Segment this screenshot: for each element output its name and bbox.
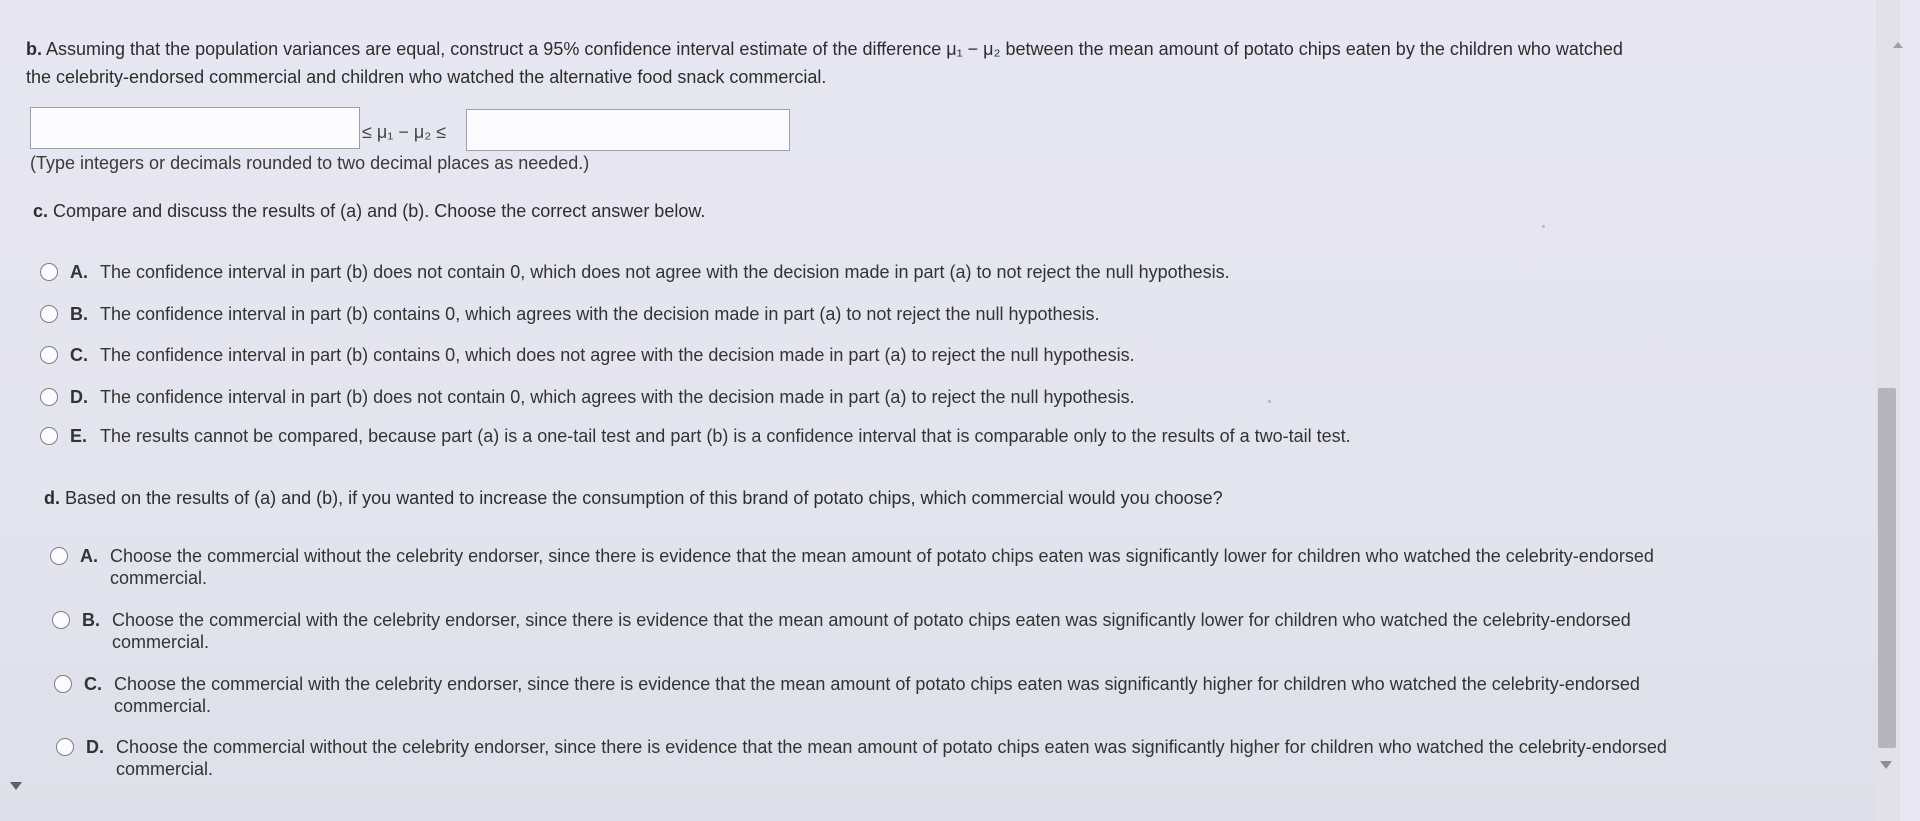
vertical-scrollbar-thumb[interactable]	[1878, 388, 1896, 748]
option-letter: B.	[82, 610, 100, 630]
part-c-option-d[interactable]	[40, 386, 1135, 408]
option-text-line1: Choose the commercial without the celebrity endorser, since there is evidence that the mean amount of potato chips eaten was significantly higher for children who watched the celebrity-endorsed	[116, 737, 1667, 757]
part-c-question: Compare and discuss the results of (a) and (b). Choose the correct answer below.	[53, 201, 706, 221]
radio-icon[interactable]	[56, 738, 74, 756]
part-d-question-line	[44, 487, 1223, 509]
part-b-text-line1: Assuming that the population variances are equal, construct a 95% confidence interval estimate of the difference μ₁ − μ₂ between the mean amount of potato chips eaten by the children who watched	[46, 39, 1623, 59]
expand-down-arrow-icon[interactable]	[10, 782, 22, 790]
part-b-label: b.	[26, 39, 42, 59]
option-letter: D.	[86, 737, 104, 757]
option-letter: B.	[70, 304, 88, 324]
option-text: The results cannot be compared, because part (a) is a one-tail test and part (b) is a confidence interval that is comparable only to the results of a two-tail test.	[100, 426, 1351, 446]
option-letter: C.	[70, 345, 88, 365]
option-text	[114, 673, 1640, 717]
option-text-line2: commercial.	[116, 759, 214, 779]
radio-icon[interactable]	[40, 427, 58, 445]
option-letter: A.	[80, 546, 98, 566]
ci-lower-input[interactable]	[30, 107, 360, 149]
option-text-line1: Choose the commercial with the celebrity endorser, since there is evidence that the mean amount of potato chips eaten was significantly lower for children who watched the celebrity-endorsed	[112, 610, 1631, 630]
part-c-option-c[interactable]	[40, 344, 1135, 366]
part-c-option-b[interactable]	[40, 303, 1100, 325]
part-d-option-b[interactable]	[52, 609, 1631, 653]
part-c-question-line	[33, 200, 705, 222]
ci-inequality-label: ≤ μ₁ − μ₂ ≤	[362, 122, 447, 142]
option-letter: E.	[70, 426, 88, 446]
radio-icon[interactable]	[52, 611, 70, 629]
option-text: The confidence interval in part (b) does not contain 0, which agrees with the decision made in part (a) to reject the null hypothesis.	[100, 387, 1135, 407]
option-text	[116, 736, 1667, 780]
part-d-option-c[interactable]	[54, 673, 1640, 717]
option-text	[112, 609, 1631, 653]
option-text-line2: commercial.	[112, 632, 210, 652]
part-b-hint: (Type integers or decimals rounded to two decimal places as needed.)	[30, 153, 590, 173]
dot-mark	[1268, 400, 1271, 403]
radio-icon[interactable]	[40, 263, 58, 281]
option-text-line2: commercial.	[114, 696, 212, 716]
option-letter: A.	[70, 262, 88, 282]
part-d-option-d[interactable]	[56, 736, 1667, 780]
option-text: The confidence interval in part (b) contains 0, which agrees with the decision made in part (a) to not reject the null hypothesis.	[100, 304, 1100, 324]
part-d-option-a[interactable]	[50, 545, 1654, 589]
part-c-option-a[interactable]	[40, 261, 1230, 283]
option-text-line1: Choose the commercial without the celebrity endorser, since there is evidence that the mean amount of potato chips eaten was significantly lower for children who watched the celebrity-endorsed	[110, 546, 1654, 566]
part-b-line1	[26, 38, 1623, 60]
part-c-option-e[interactable]	[40, 425, 1351, 447]
option-text: The confidence interval in part (b) does not contain 0, which does not agree with the decision made in part (a) to not reject the null hypothesis.	[100, 262, 1230, 282]
radio-icon[interactable]	[54, 675, 72, 693]
option-letter: D.	[70, 387, 88, 407]
scroll-up-arrow-icon[interactable]	[1893, 42, 1903, 48]
radio-icon[interactable]	[40, 388, 58, 406]
radio-icon[interactable]	[40, 346, 58, 364]
part-d-question: Based on the results of (a) and (b), if you wanted to increase the consumption of this brand of potato chips, which commercial would you choose?	[65, 488, 1223, 508]
option-text-line2: commercial.	[110, 568, 208, 588]
scroll-down-arrow-icon[interactable]	[1880, 761, 1892, 769]
dot-mark	[1542, 225, 1545, 228]
option-letter: C.	[84, 674, 102, 694]
option-text: The confidence interval in part (b) contains 0, which does not agree with the decision made in part (a) to reject the null hypothesis.	[100, 345, 1135, 365]
radio-icon[interactable]	[50, 547, 68, 565]
ci-upper-input[interactable]	[466, 109, 790, 151]
part-d-label: d.	[44, 488, 60, 508]
radio-icon[interactable]	[40, 305, 58, 323]
option-text-line1: Choose the commercial with the celebrity endorser, since there is evidence that the mean amount of potato chips eaten was significantly higher for children who watched the celebrity-endorsed	[114, 674, 1640, 694]
part-c-label: c.	[33, 201, 49, 221]
option-text	[110, 545, 1654, 589]
part-b-line2: the celebrity-endorsed commercial and children who watched the alternative food snack commercial.	[26, 67, 827, 87]
